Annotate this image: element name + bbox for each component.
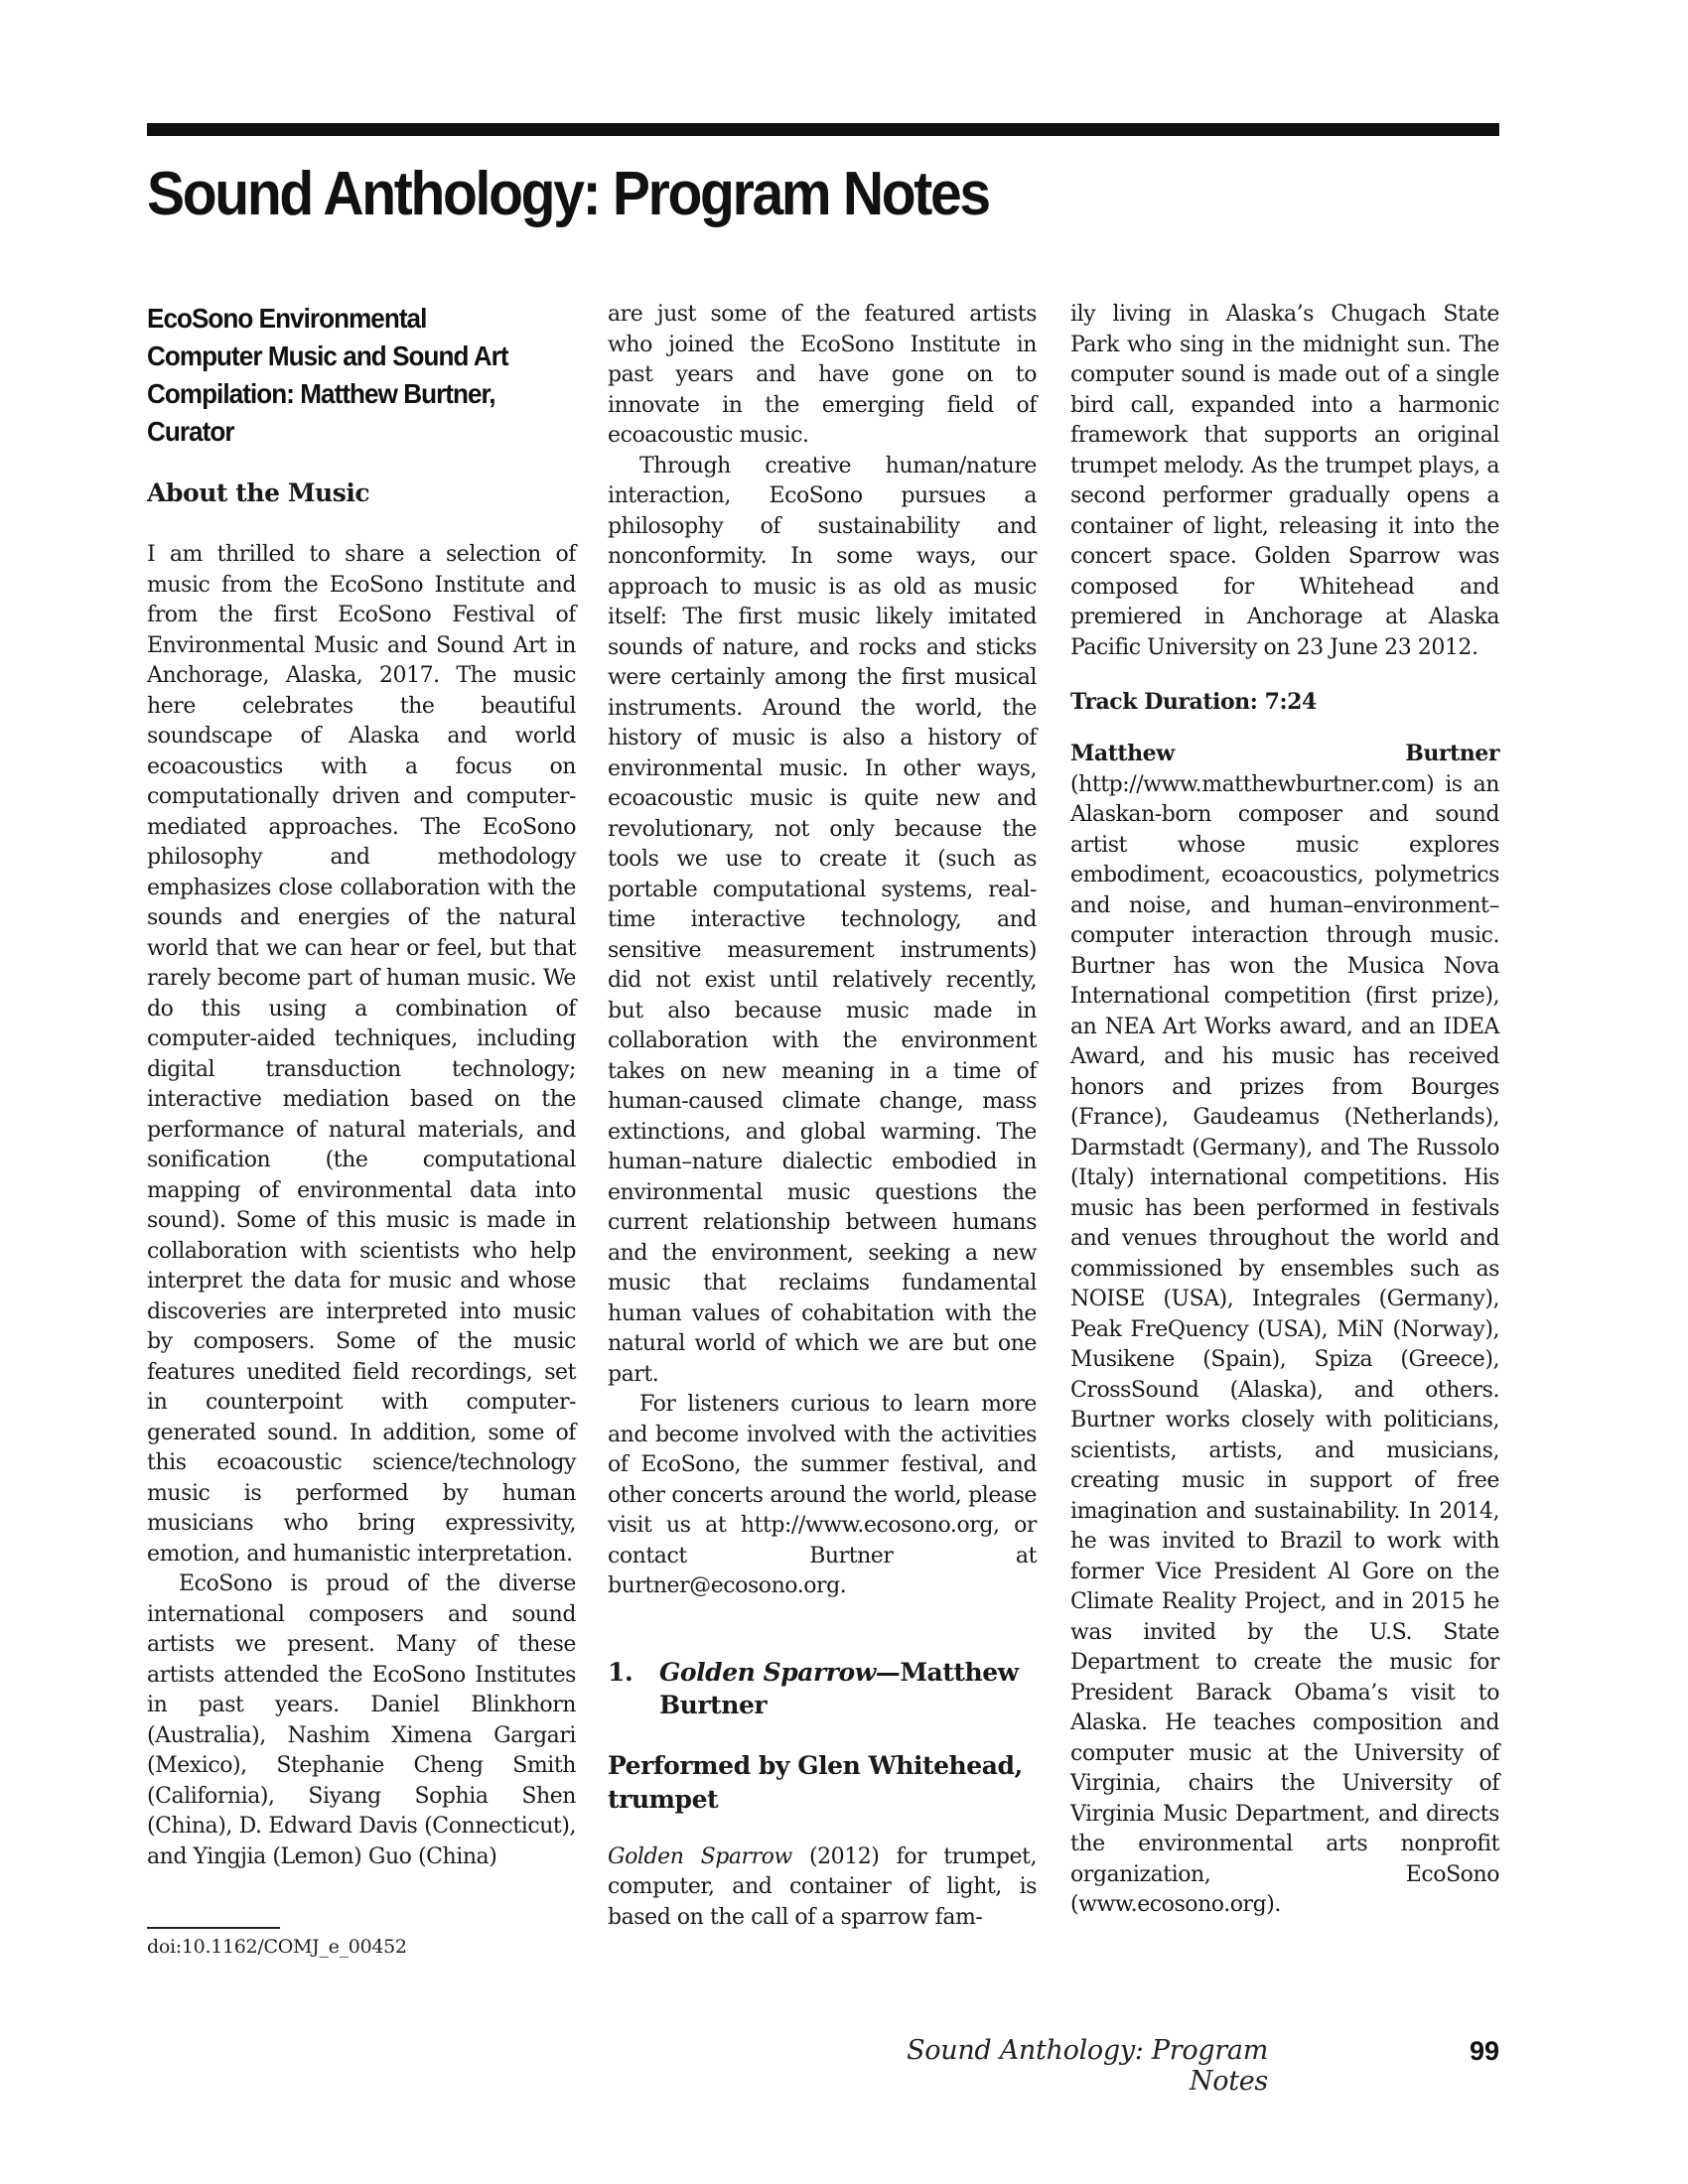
section-title: EcoSono Environmental Computer Music and Sound Art Compilation: Matthew Burtner, Curator — [147, 303, 508, 447]
doi: doi:10.1162/COMJ_e_00452 — [147, 1936, 407, 1958]
about-heading: About the Music — [147, 478, 370, 507]
bio-paragraph — [1070, 739, 1499, 1921]
track-desc-text: (2012) for trumpet, computer, and container of light, is based on the call of a sparrow fam- — [608, 1843, 1037, 1930]
page-title: Sound Anthology: Program Notes — [147, 160, 989, 228]
column-1 — [147, 300, 576, 1872]
paragraph: I am thrilled to share a selection of music from the EcoSono Institute and from the first EcoSono Festival of Environmental Music and Sound Art in Anchorage, Alaska, 2017. The music here celebrates the beautiful soundscape of Alaska and world ecoacoustics with a focus on computationally driven and computer-mediated approaches. The EcoSono philosophy and methodology emphasizes close collaboration with the sounds and energies of the natural world that we can hear or feel, but that rarely become part of human music. We do this using a combination of computer-aided techniques, including digital transduction technology; interactive mediation based on the performance of natural materials, and sonification (the computational mapping of environmental data into sound). Some of this music is made in collaboration with scientists who help interpret the data for music and whose discoveries are interpreted into music by composers. Some of the music features unedited field recordings, set in counterpoint with computer-generated sound. In addition, some of this ecoacoustic science/technology music is performed by human musicians who bring expressivity, emotion, and humanistic interpretation. — [147, 542, 576, 1567]
paragraph: For listeners curious to learn more and become involved with the activities of EcoSono, the summer festival, and other concerts around the world, please visit us at http://www.ecosono.org, or contact Burtner at burtner@ecosono.org. — [608, 1392, 1037, 1598]
paragraph: are just some of the featured artists who joined the EcoSono Institute in past years and have gone on to innovate in the emerging field of ecoacoustic music. — [608, 302, 1037, 448]
paragraph: Through creative human/nature interaction, EcoSono pursues a philosophy of sustainability and nonconformity. In some ways, our approach to music is as old as music itself: The first music likely imitated sounds of nature, and rocks and sticks were certainly among the first musical instruments. Around the world, the history of music is also a history of environmental music. In other ways, ecoacoustic music is quite new and revolutionary, not only because the tools we use to create it (such as portable computational systems, real-time interactive technology, and sensitive measurement instruments) did not exist until relatively recently, but also because music made in collaboration with the environment takes on new meaning in a time of human-caused climate change, mass extinctions, and global warming. The human–nature dialectic embodied in environmental music questions the current relationship between humans and the environment, seeking a new music that reclaims fundamental human values of cohabitation with the natural world of which we are but one part. — [608, 453, 1037, 1387]
top-rule — [147, 123, 1499, 136]
track-description — [608, 1843, 1037, 1934]
track-heading — [608, 1656, 1037, 1721]
track-composer: —Matthew Burtner — [659, 1657, 1019, 1719]
track-title: Golden Sparrow — [659, 1657, 876, 1687]
track-title-line — [659, 1656, 1037, 1721]
column-3 — [1070, 300, 1499, 1921]
footnote-rule — [147, 1927, 280, 1929]
track-number: 1. — [608, 1657, 633, 1687]
page-number: 99 — [1469, 2036, 1499, 2066]
column-2 — [608, 300, 1037, 1933]
bio-name: Matthew Burtner — [1070, 741, 1499, 766]
track-desc-title: Golden Sparrow — [608, 1843, 792, 1869]
paragraph: ily living in Alaska’s Chugach State Park who sing in the midnight sun. The computer sound is made out of a single bird call, expanded into a harmonic framework that supports an original trumpet melody. As the trumpet plays, a second performer gradually opens a container of light, releasing it into the concert space. Golden Sparrow was composed for Whitehead and premiered in Anchorage at Alaska Pacific University on 23 June 23 2012. — [1070, 302, 1499, 660]
bio-text: (http://www.matthewburtner.com) is an Alaskan-born composer and sound artist whose music explores embodiment, ecoacoustics, polymetrics and noise, and human–environment–computer interaction through music. Burtner has won the Musica Nova International competition (first prize), an NEA Art Works award, and an IDEA Award, and his music has received honors and prizes from Bourges (France), Gaudeamus (Netherlands), Darmstadt (Germany), and The Russolo (Italy) international competitions. His music has been performed in festivals and venues throughout the world and commissioned by ensembles such as NOISE (USA), Integrales (Germany), Peak FreQuency (USA), MiN (Norway), Musikene (Spain), Spiza (Greece), CrossSound (Alaska), and others. Burtner works closely with politicians, scientists, artists, and musicians, creating music in support of free imagination and sustainability. In 2014, he was invited to Brazil to work with former Vice President Al Gore on the Climate Reality Project, and in 2015 he was invited by the U.S. State Department to create the music for President Barack Obama’s visit to Alaska. He teaches composition and computer music at the University of Virginia, chairs the University of Virginia Music Department, and directs the environmental arts nonprofit organization, EcoSono (www.ecosono.org). — [1070, 771, 1499, 1917]
track-duration: Track Duration: 7:24 — [1070, 689, 1317, 715]
running-head: Sound Anthology: Program Notes — [907, 2035, 1268, 2097]
performer-heading: Performed by Glen Whitehead, trumpet — [608, 1750, 1023, 1814]
paragraph: EcoSono is proud of the diverse international composers and sound artists we present. Many of these artists attended the EcoSono Institutes in past years. Daniel Blinkhorn (Australia), Nashim Ximena Gargari (Mexico), Stephanie Cheng Smith (California), Siyang Sophia Shen (China), D. Edward Davis (Connecticut), and Yingjia (Lemon) Guo (China) — [147, 1571, 576, 1869]
